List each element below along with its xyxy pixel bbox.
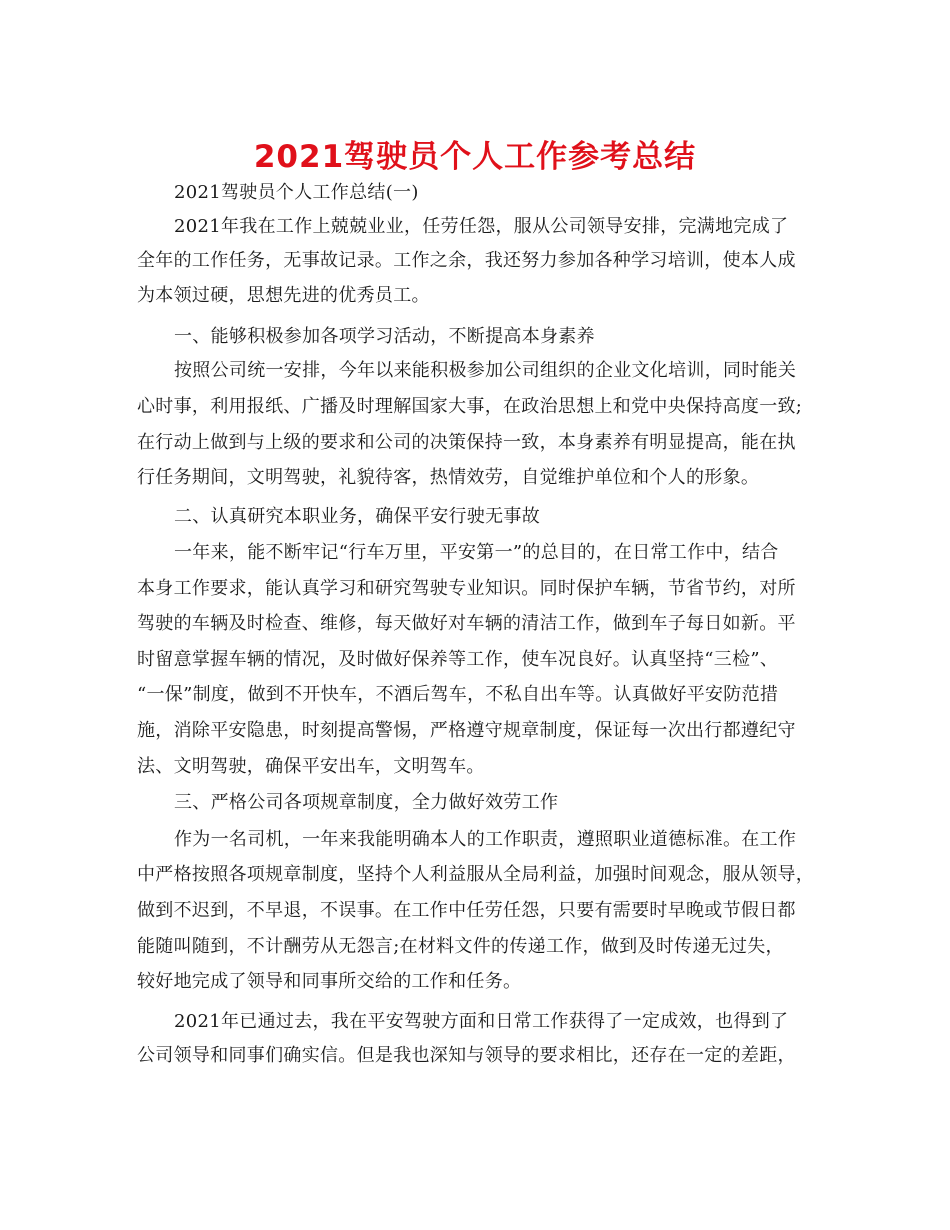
paragraph-line: 一年来，能不断牢记“行车万里，平安第一”的总目的，在日常工作中，结合 — [174, 542, 779, 563]
paragraph-line: 公司领导和同事们确实信。但是我也深知与领导的要求相比，还存在一定的差距， — [137, 1045, 796, 1066]
paragraph-line: 作为一名司机，一年来我能明确本人的工作职责，遵照职业道德标准。在工作 — [174, 829, 797, 850]
paragraph-line: 心时事，利用报纸、广播及时理解国家大事，在政治思想上和党中央保持高度一致; — [137, 396, 803, 417]
subtitle-line: 2021驾驶员个人工作总结(一) — [174, 182, 419, 203]
paragraph-line: 在行动上做到与上级的要求和公司的决策保持一致，本身素养有明显提高，能在执 — [137, 432, 796, 453]
paragraph-line: 本身工作要求，能认真学习和研究驾驶专业知识。同时保护车辆，节省节约，对所 — [137, 578, 796, 599]
paragraph-line: 为本领过硬，思想先进的优秀员工。 — [137, 285, 430, 306]
section-heading: 三、严格公司各项规章制度，全力做好效劳工作 — [174, 792, 559, 813]
paragraph-line: 行任务期间，文明驾驶，礼貌待客，热情效劳，自觉维护单位和个人的形象。 — [137, 467, 760, 488]
section-heading: 二、认真研究本职业务，确保平安行驶无事故 — [174, 506, 540, 527]
paragraph-line: 按照公司统一安排，今年以来能积极参加公司组织的企业文化培训，同时能关 — [174, 360, 797, 381]
paragraph-line: 较好地完成了领导和同事所交给的工作和任务。 — [137, 971, 522, 992]
paragraph-line: 做到不迟到，不早退，不误事。在工作中任劳任怨，只要有需要时早晚或节假日都 — [137, 900, 796, 921]
paragraph-line: 2021年我在工作上兢兢业业，任劳任怨，服从公司领导安排，完满地完成了 — [174, 216, 789, 237]
paragraph-line: 2021年已通过去，我在平安驾驶方面和日常工作获得了一定成效，也得到了 — [174, 1011, 789, 1032]
paragraph-line: 驾驶的车辆及时检查、维修，每天做好对车辆的清洁工作，做到车子每日如新。平 — [137, 613, 796, 634]
paragraph-line: 施，消除平安隐患，时刻提高警惕，严格遵守规章制度，保证每一次出行都遵纪守 — [137, 720, 796, 741]
paragraph-line: 全年的工作任务，无事故记录。工作之余，我还努力参加各种学习培训，使本人成 — [137, 250, 796, 271]
section-heading: 一、能够积极参加各项学习活动，不断提高本身素养 — [174, 326, 595, 347]
paragraph-line: “一保”制度，做到不开快车，不酒后驾车，不私自出车等。认真做好平安防范措 — [137, 684, 779, 705]
paragraph-line: 法、文明驾驶，确保平安出车，文明驾车。 — [137, 756, 485, 777]
document-title: 2021驾驶员个人工作参考总结 — [253, 139, 697, 175]
paragraph-line: 时留意掌握车辆的情况，及时做好保养等工作，使车况良好。认真坚持“三检”、 — [137, 649, 779, 670]
paragraph-line: 中严格按照各项规章制度，坚持个人利益服从全局利益，加强时间观念，服从领导， — [137, 864, 815, 885]
paragraph-line: 能随叫随到，不计酬劳从无怨言;在材料文件的传递工作，做到及时传递无过失， — [137, 936, 784, 957]
